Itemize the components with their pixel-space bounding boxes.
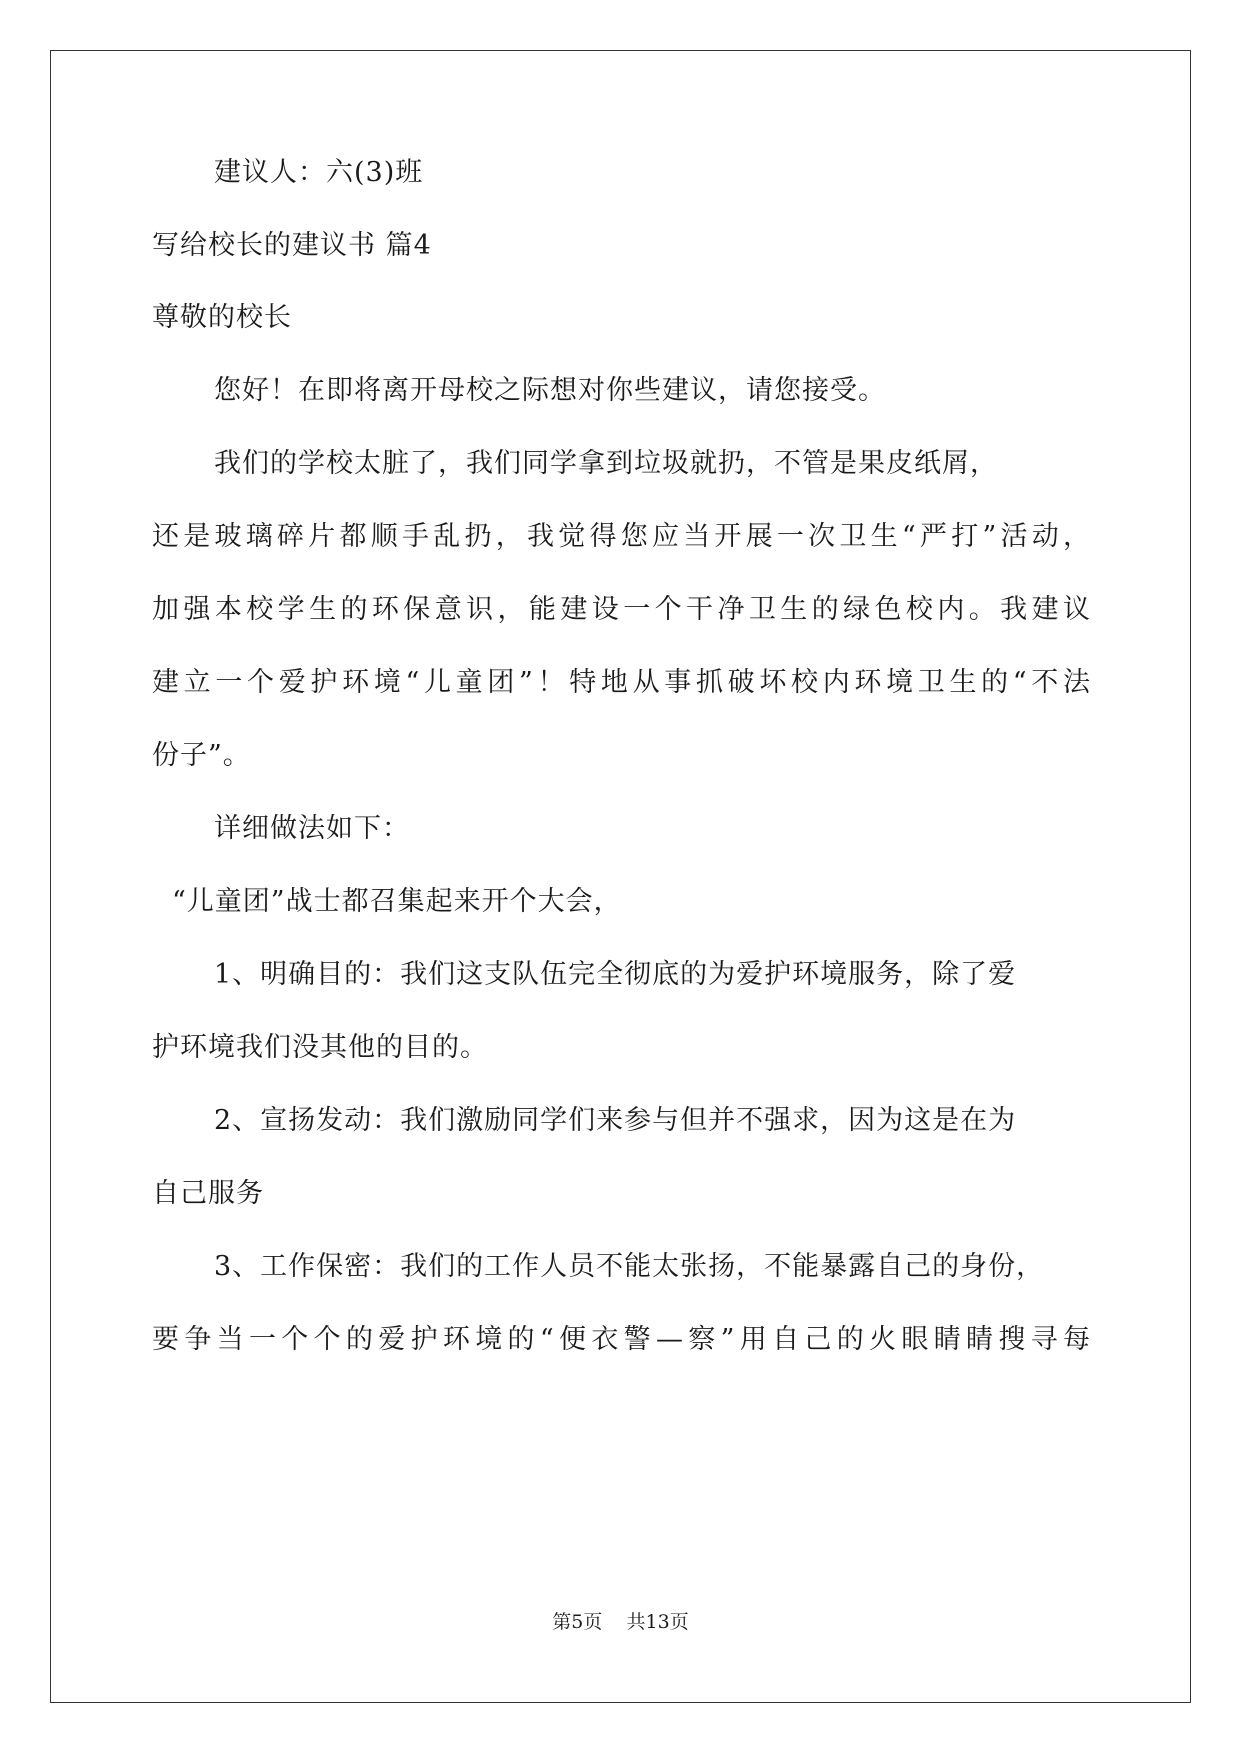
- paragraph-line: 建立一个爱护环境“儿童团”！特地从事抓破坏校内环境卫生的“不法: [152, 667, 1090, 698]
- paragraph-line: 加强本校学生的环保意识，能建设一个干净卫生的绿色校内。我建议: [152, 594, 1090, 625]
- paragraph-line: 份子”。: [152, 740, 251, 771]
- section-heading: 写给校长的建议书 篇4: [152, 230, 432, 261]
- list-item-3-cont: 要争当一个个的爱护环境的“便衣警—察”用自己的火眼睛睛搜寻每: [152, 1324, 1090, 1355]
- page-frame: [50, 50, 1191, 1703]
- paragraph-line: 您好！在即将离开母校之际想对你些建议，请您接受。: [214, 375, 886, 406]
- paragraph-line: “儿童团”战士都召集起来开个大会，: [172, 886, 622, 917]
- list-item-1-cont: 护环境我们没其他的目的。: [152, 1032, 488, 1063]
- list-item-3: 3、工作保密：我们的工作人员不能太张扬，不能暴露自己的身份，: [214, 1251, 1045, 1282]
- list-item-2-cont: 自己服务: [152, 1178, 264, 1209]
- salutation: 尊敬的校长: [152, 302, 292, 333]
- page-total: 共13页: [626, 1611, 689, 1633]
- list-item-2: 2、宣扬发动：我们激励同学们来参与但并不强求，因为这是在为: [214, 1105, 1017, 1136]
- paragraph-line: 还是玻璃碎片都顺手乱扔，我觉得您应当开展一次卫生“严打”活动，: [152, 521, 1090, 552]
- paragraph-line: 我们的学校太脏了，我们同学拿到垃圾就扔，不管是果皮纸屑，: [214, 448, 998, 479]
- page-footer: [0, 1610, 1241, 1634]
- list-item-1: 1、明确目的：我们这支队伍完全彻底的为爱护环境服务，除了爱: [214, 959, 1017, 990]
- proposer-line: 建议人：六(3)班: [214, 157, 424, 188]
- page-number: 第5页: [552, 1611, 603, 1633]
- paragraph-line: 详细做法如下：: [214, 813, 410, 844]
